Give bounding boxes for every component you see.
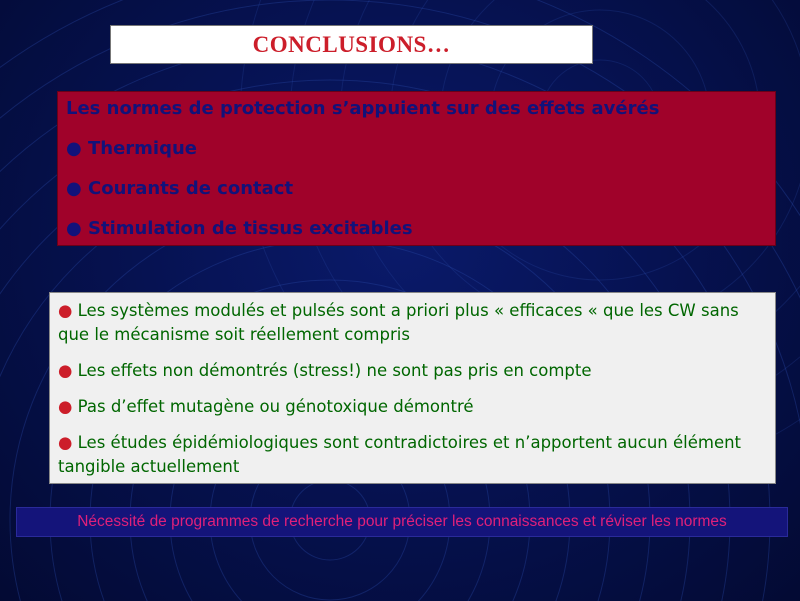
bullet-icon: ● (58, 301, 73, 320)
bullet-icon: ● (66, 218, 82, 239)
observations-box (49, 292, 776, 484)
established-effect-item (66, 219, 767, 239)
observation-text: Les systèmes modulés et pulsés sont a priori plus « efficaces « que les CW sans que le mécanisme soit réellement compris (58, 301, 739, 344)
bullet-icon: ● (58, 433, 73, 452)
established-effect-label: Thermique (88, 138, 198, 159)
footer-text: Nécessité de programmes de recherche pour préciser les connaissances et réviser les normes (77, 513, 727, 530)
established-effect-label: Stimulation de tissus excitables (88, 218, 413, 239)
established-effect-item (66, 139, 767, 159)
title-banner (110, 25, 593, 64)
established-effects-box (57, 91, 776, 246)
observation-text: Les études épidémiologiques sont contradictoires et n’apportent aucun élément tangible actuellement (58, 433, 742, 476)
observation-item (58, 395, 767, 419)
footer-banner (16, 507, 788, 537)
observation-item (58, 299, 767, 347)
observation-text: Les effets non démontrés (stress!) ne sont pas pris en compte (77, 361, 592, 380)
bullet-icon: ● (58, 361, 73, 380)
observation-text: Pas d’effet mutagène ou génotoxique démontré (77, 397, 474, 416)
established-effects-heading: Les normes de protection s’appuient sur des effets avérés (66, 98, 660, 119)
bullet-icon: ● (58, 397, 73, 416)
observation-item (58, 431, 767, 479)
established-effect-item (66, 179, 767, 199)
slide-title: CONCLUSIONS… (252, 31, 451, 57)
bullet-icon: ● (66, 178, 82, 199)
observation-item (58, 359, 767, 383)
bullet-icon: ● (66, 138, 82, 159)
established-effect-label: Courants de contact (88, 178, 294, 199)
